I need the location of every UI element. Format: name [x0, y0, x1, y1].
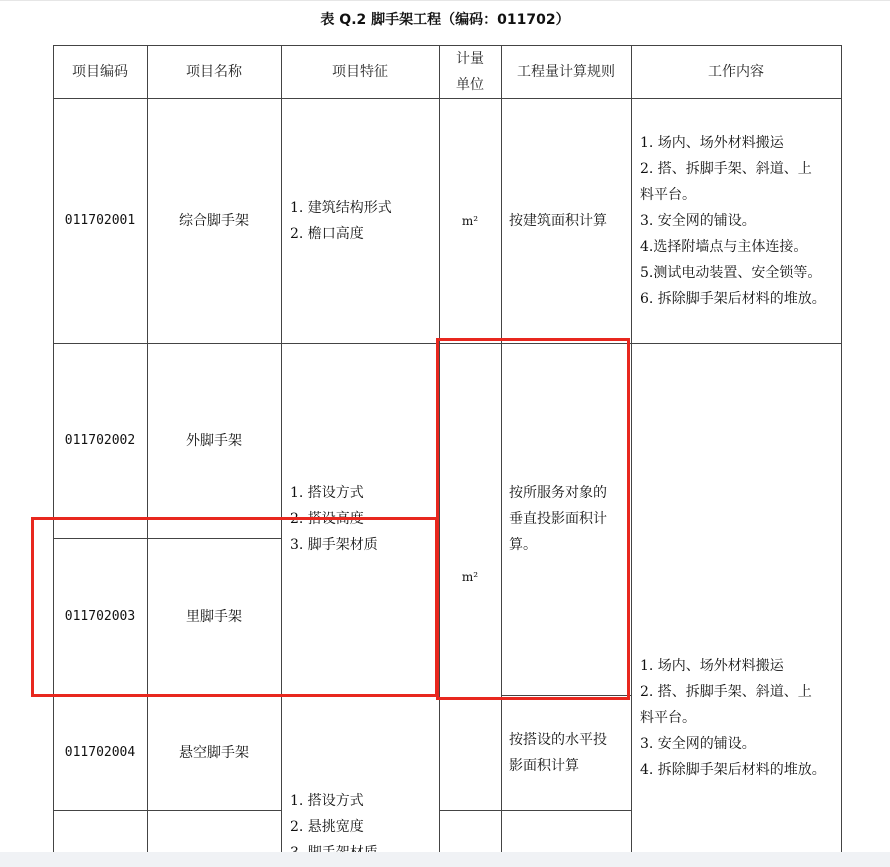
row1-feature-2: 2. 檐口高度 — [290, 226, 364, 242]
viewer-bottom-bar — [0, 852, 890, 867]
row1-work-6: 5.测试电动装置、安全锁等。 — [640, 265, 822, 281]
table-title: 表 Q.2 脚手架工程（编码：011702） — [320, 12, 570, 28]
header-feature: 项目特征 — [332, 64, 388, 80]
row1-work-3: 料平台。 — [640, 187, 696, 203]
header-code: 项目编码 — [72, 64, 128, 80]
row1-work-7: 6. 拆除脚手架后材料的堆放。 — [640, 291, 826, 307]
header-name: 项目名称 — [186, 64, 242, 80]
groupa-rule-1: 按所服务对象的 — [509, 485, 607, 501]
row3-code: 011702003 — [64, 609, 136, 624]
groupa-feature-1: 1. 搭设方式 — [290, 485, 364, 501]
group-work-1: 1. 场内、场外材料搬运 — [640, 658, 784, 674]
row1-rule: 按建筑面积计算 — [509, 213, 607, 229]
row1-work-2: 2. 搭、拆脚手架、斜道、上 — [640, 161, 812, 177]
group-work-5: 4. 拆除脚手架后材料的堆放。 — [640, 762, 826, 778]
row2-code: 011702002 — [64, 433, 136, 448]
row2-name: 外脚手架 — [186, 433, 242, 449]
header-rule: 工程量计算规则 — [517, 64, 615, 80]
row3-name: 里脚手架 — [186, 609, 242, 625]
groupa-rule-3: 算。 — [509, 537, 537, 553]
groupb-rule-1: 按搭设的水平投 — [509, 732, 607, 748]
groupa-unit: m² — [461, 570, 479, 584]
group-work-3: 料平台。 — [640, 710, 696, 726]
header-unit-line2: 单位 — [456, 77, 484, 93]
row1-name: 综合脚手架 — [179, 213, 249, 229]
row1-feature-1: 1. 建筑结构形式 — [290, 200, 392, 216]
group-work-2: 2. 搭、拆脚手架、斜道、上 — [640, 684, 812, 700]
row4-name: 悬空脚手架 — [179, 745, 249, 761]
highlight-box-rows — [31, 517, 438, 697]
groupb-rule-2: 影面积计算 — [509, 758, 579, 774]
header-work: 工作内容 — [708, 64, 764, 80]
row1-unit: m² — [461, 214, 479, 228]
group-work-4: 3. 安全网的铺设。 — [640, 736, 756, 752]
groupa-rule-2: 垂直投影面积计 — [509, 511, 607, 527]
groupa-feature-3: 3. 脚手架材质 — [290, 537, 378, 553]
row1-work-1: 1. 场内、场外材料搬运 — [640, 135, 784, 151]
row4-code: 011702004 — [64, 745, 136, 760]
highlight-box-unit-rule — [436, 338, 630, 700]
row1-work-4: 3. 安全网的铺设。 — [640, 213, 756, 229]
header-unit-line1: 计量 — [456, 51, 484, 67]
groupb-feature-1: 1. 搭设方式 — [290, 793, 364, 809]
row1-code: 011702001 — [64, 213, 136, 228]
groupb-feature-2: 2. 悬挑宽度 — [290, 819, 364, 835]
row1-work-5: 4.选择附墙点与主体连接。 — [640, 239, 808, 255]
groupa-feature-2: 2. 搭设高度 — [290, 511, 364, 527]
